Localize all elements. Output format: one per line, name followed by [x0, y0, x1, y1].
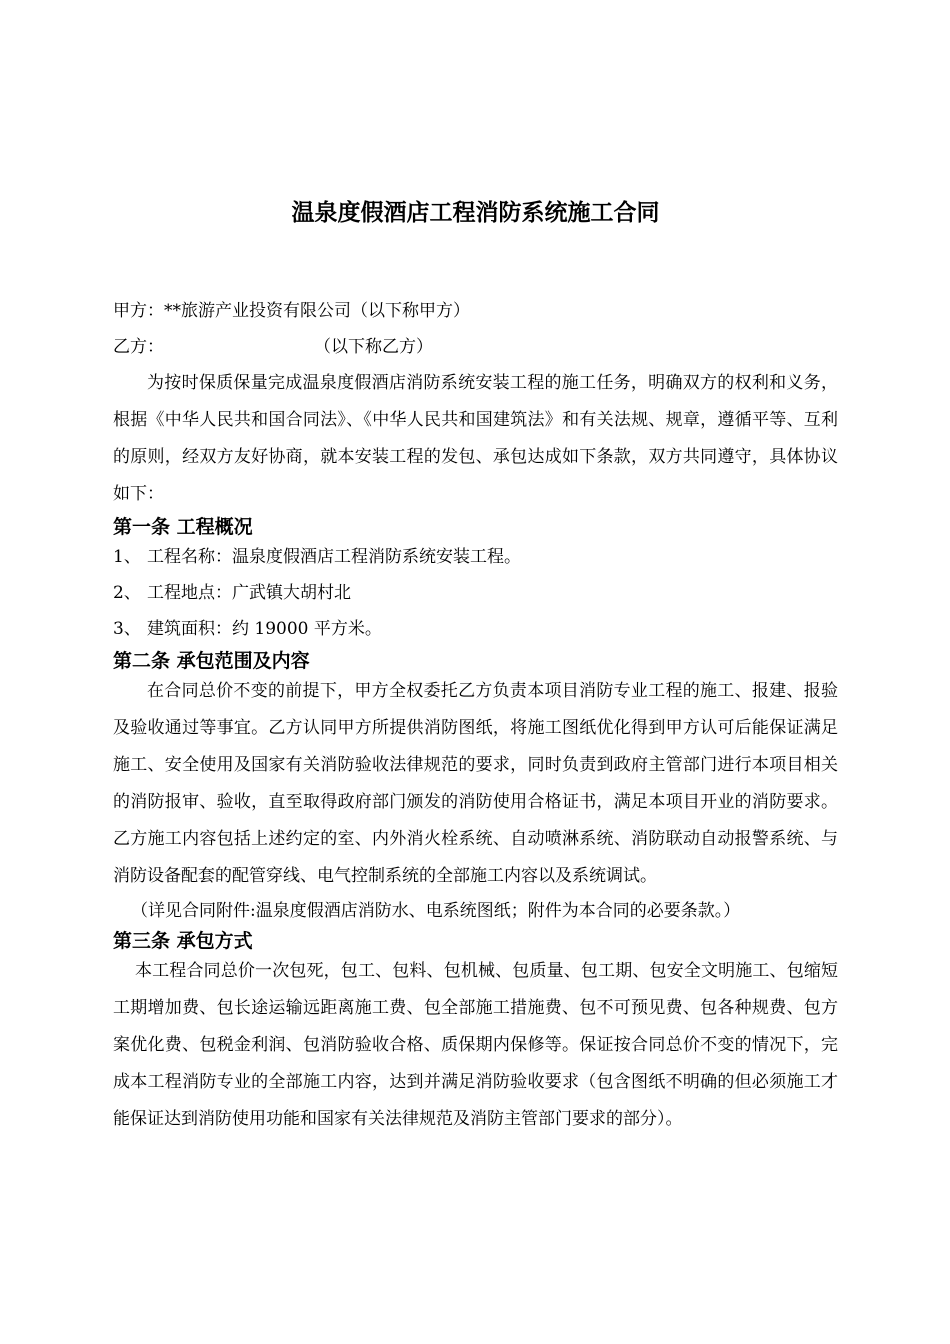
party-b-label: 乙方： — [113, 337, 164, 357]
item-number: 1、 — [113, 547, 141, 567]
article3-body: 本工程合同总价一次包死，包工、包料、包机械、包质量、包工期、包安全文明施工、包缩短工期增加费、包长途运输远距离施工费、包全部施工措施费、包不可预见费、包各种规费、包方案优化费、包税金利润、包消防验收合格、质保期内保修等。保证按合同总价不变的情况下，完成本工程消防专业的全部施工内容，达到并满足消防验收要求（包含图纸不明确的但必须施工才能保证达到消防使用功能和国家有关法律规范及消防主管部门要求的部分）。 — [113, 961, 838, 1129]
article2-note: （详见合同附件:温泉度假酒店消防水、电系统图纸；附件为本合同的必要条款。） — [131, 901, 741, 921]
party-a: 甲方：**旅游产业投资有限公司（以下称甲方） — [113, 301, 470, 321]
item-number: 3、 — [113, 619, 141, 639]
party-b — [113, 329, 838, 365]
article3-heading: 第三条 承包方式 — [113, 930, 253, 952]
party-b-suffix: （以下称乙方） — [314, 337, 433, 357]
article2-body: 在合同总价不变的前提下，甲方全权委托乙方负责本项目消防专业工程的施工、报建、报验及验收通过等事宜。乙方认同甲方所提供消防图纸，将施工图纸优化得到甲方认可后能保证满足施工、安全使用及国家有关消防验收法律规范的要求，同时负责到政府主管部门进行本项目相关的消防报审、验收，直至取得政府部门颁发的消防使用合格证书，满足本项目开业的消防要求。乙方施工内容包括上述约定的室、内外消火栓系统、自动喷淋系统、消防联动自动报警系统、与消防设备配套的配管穿线、电气控制系统的全部施工内容以及系统调试。 — [113, 681, 838, 886]
intro-paragraph: 为按时保质保量完成温泉度假酒店消防系统安装工程的施工任务，明确双方的权利和义务，根据《中华人民共和国合同法》、《中华人民共和国建筑法》和有关法规、规章，遵循平等、互利的原则，经双方友好协商，就本安装工程的发包、承包达成如下条款，双方共同遵守，具体协议如下： — [113, 373, 838, 504]
document-title: 温泉度假酒店工程消防系统施工合同 — [291, 199, 660, 226]
list-item — [113, 575, 838, 611]
article1-heading: 第一条 工程概况 — [113, 516, 253, 538]
item-text: 建筑面积：约 19000 平方米。 — [147, 619, 382, 639]
list-item — [113, 611, 838, 647]
item-text: 工程名称：温泉度假酒店工程消防系统安装工程。 — [147, 547, 521, 567]
item-number: 2、 — [113, 583, 141, 603]
item-text: 工程地点：广武镇大胡村北 — [147, 583, 351, 603]
list-item — [113, 539, 838, 575]
article2-heading: 第二条 承包范围及内容 — [113, 650, 310, 672]
